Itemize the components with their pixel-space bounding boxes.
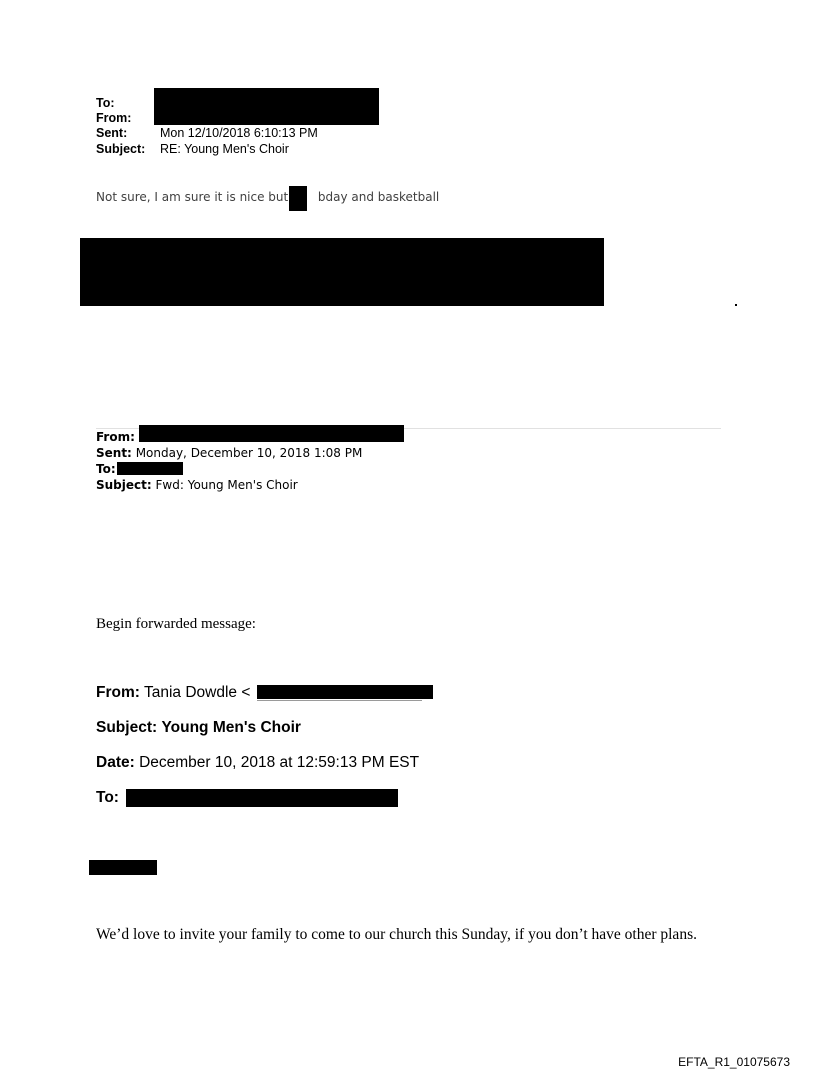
redaction-block <box>117 462 183 475</box>
subject-label: Subject: <box>96 478 152 492</box>
link-underline <box>257 700 422 701</box>
date-value: December 10, 2018 at 12:59:13 PM EST <box>139 754 420 771</box>
to-label: To: <box>96 96 115 110</box>
subject-label: Subject: <box>96 142 146 156</box>
sent-label: Sent: <box>96 126 128 140</box>
redaction-block <box>80 238 604 306</box>
header2-subject <box>96 477 298 493</box>
forwarded-from <box>96 684 250 702</box>
reply-text-after: bday and basketball <box>317 190 440 204</box>
redaction-block <box>89 860 157 875</box>
to-label: To: <box>96 462 116 476</box>
redaction-block <box>154 88 379 125</box>
forwarded-date <box>96 754 419 772</box>
begin-forwarded-label: Begin forwarded message: <box>96 616 256 632</box>
reply-text <box>96 190 439 204</box>
redaction-block <box>257 685 433 699</box>
sent-label: Sent: <box>96 446 132 460</box>
body-text: We’d love to invite your family to come to our church this Sunday, if you don’t have other plans. <box>96 926 697 943</box>
from-value: Tania Dowdle < <box>143 684 251 701</box>
from-label: From: <box>96 684 140 701</box>
header2-to <box>96 461 116 477</box>
stray-mark <box>735 304 737 306</box>
subject-label: Subject: <box>96 719 158 736</box>
from-label: From: <box>96 111 132 125</box>
redaction-block <box>139 425 404 442</box>
forwarded-subject <box>96 719 301 737</box>
reply-text-before: Not sure, I am sure it is nice but <box>96 190 289 204</box>
redaction-block <box>289 186 307 211</box>
subject-value: RE: Young Men's Choir <box>160 142 289 156</box>
subject-value: Young Men's Choir <box>161 719 301 736</box>
header2-sent <box>96 445 362 461</box>
sent-value: Monday, December 10, 2018 1:08 PM <box>135 446 363 460</box>
forwarded-to <box>96 789 119 807</box>
sent-value: Mon 12/10/2018 6:10:13 PM <box>160 126 318 140</box>
to-label: To: <box>96 789 119 806</box>
subject-value: Fwd: Young Men's Choir <box>155 478 298 492</box>
redaction-block <box>126 789 398 807</box>
document-id: EFTA_R1_01075673 <box>678 1055 790 1069</box>
from-label: From: <box>96 430 135 444</box>
date-label: Date: <box>96 754 135 771</box>
header2-from <box>96 429 135 445</box>
